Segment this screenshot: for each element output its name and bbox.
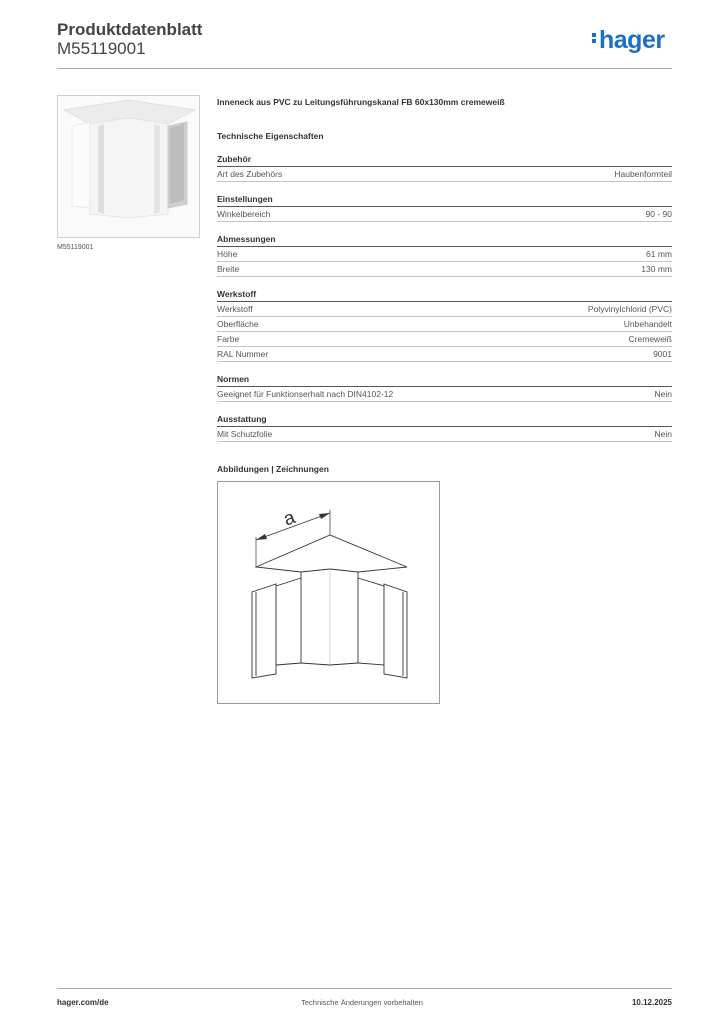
spec-value: 61 mm <box>646 249 672 259</box>
spec-label: Winkelbereich <box>217 209 271 219</box>
section-zubehoer <box>217 153 672 182</box>
spec-label: RAL Nummer <box>217 349 269 359</box>
spec-label: Höhe <box>217 249 238 259</box>
footer-date: 10.12.2025 <box>631 998 672 1007</box>
spec-label: Mit Schutzfolie <box>217 429 273 439</box>
spec-value: Cremeweiß <box>628 334 672 344</box>
spec-value: Polyvinylchlorid (PVC) <box>587 304 672 314</box>
logo-text: hager <box>599 26 665 54</box>
footer-divider <box>57 988 672 989</box>
spec-value: 9001 <box>653 349 672 359</box>
product-photo <box>57 95 200 238</box>
product-photo-image <box>58 96 199 237</box>
spec-value: Nein <box>654 389 672 399</box>
figures-heading: Abbildungen | Zeichnungen <box>217 464 329 474</box>
spec-row <box>217 387 672 402</box>
spec-label: Art des Zubehörs <box>217 169 283 179</box>
section-heading: Werkstoff <box>217 288 672 302</box>
logo-dots-icon <box>592 31 597 45</box>
section-heading: Zubehör <box>217 153 672 167</box>
section-normen <box>217 373 672 402</box>
spec-value: Nein <box>654 429 672 439</box>
section-ausstattung <box>217 413 672 442</box>
spec-row <box>217 207 672 222</box>
spec-row <box>217 262 672 277</box>
photo-caption: M55119001 <box>57 244 94 251</box>
spec-label: Breite <box>217 264 240 274</box>
spec-value: Unbehandelt <box>623 319 672 329</box>
technical-drawing-svg <box>218 482 439 703</box>
dimension-label: a <box>280 507 299 531</box>
tech-heading: Technische Eigenschaften <box>217 131 324 141</box>
spec-label: Werkstoff <box>217 304 253 314</box>
product-code: M55119001 <box>57 39 146 58</box>
spec-row <box>217 167 672 182</box>
spec-row <box>217 332 672 347</box>
technical-drawing <box>217 481 440 704</box>
spec-row <box>217 317 672 332</box>
section-heading: Abmessungen <box>217 233 672 247</box>
spec-row <box>217 347 672 362</box>
spec-value: Haubenformteil <box>614 169 672 179</box>
hager-logo <box>592 26 665 55</box>
main-content <box>217 95 672 704</box>
page-title: Produktdatenblatt <box>57 20 203 39</box>
spec-value: 130 mm <box>641 264 672 274</box>
spec-row <box>217 247 672 262</box>
spec-label: Oberfläche <box>217 319 259 329</box>
spec-value: 90 - 90 <box>645 209 672 219</box>
section-heading: Einstellungen <box>217 193 672 207</box>
footer-note: Technische Änderungen vorbehalten <box>301 998 423 1007</box>
header-divider <box>57 68 672 69</box>
spec-label: Geeignet für Funktionserhalt nach DIN4102-12 <box>217 389 394 399</box>
section-werkstoff <box>217 288 672 362</box>
spec-row <box>217 427 672 442</box>
spec-label: Farbe <box>217 334 240 344</box>
section-heading: Normen <box>217 373 672 387</box>
spec-row <box>217 302 672 317</box>
section-abmessungen <box>217 233 672 277</box>
section-einstellungen <box>217 193 672 222</box>
product-title: Inneneck aus PVC zu Leitungsführungskanal FB 60x130mm cremeweiß <box>217 97 505 107</box>
footer-website: hager.com/de <box>57 998 109 1007</box>
section-heading: Ausstattung <box>217 413 672 427</box>
